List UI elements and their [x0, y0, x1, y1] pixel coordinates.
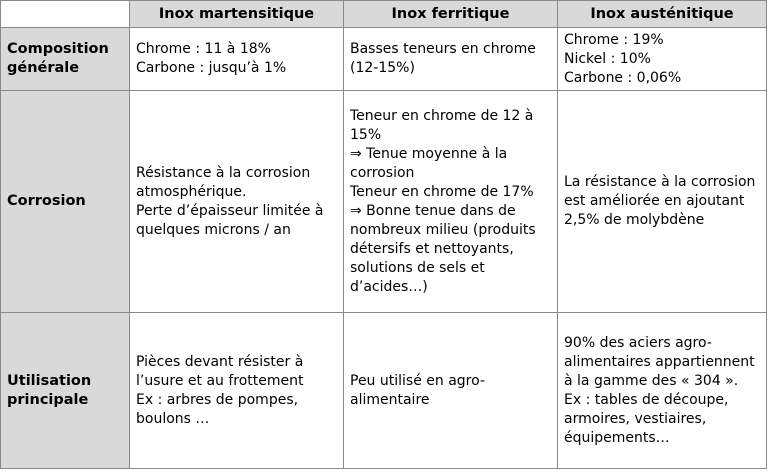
- cell-line: Ex : arbres de pompes,: [136, 391, 299, 408]
- row-header-composition: [1, 28, 130, 91]
- cell-utilisation-austenitique: [558, 313, 767, 469]
- corner-cell: [1, 1, 130, 28]
- cell-line: corrosion: [350, 164, 415, 181]
- row-header-corrosion: [1, 91, 130, 313]
- cell-line: Teneur en chrome de 17%: [350, 183, 534, 200]
- cell-line: d’acides…): [350, 278, 428, 295]
- cell-line: nombreux milieu (produits: [350, 221, 536, 238]
- cell-line: alimentaire: [350, 391, 430, 408]
- table-row-corrosion: [1, 91, 767, 313]
- cell-corrosion-martensitique: [130, 91, 344, 313]
- cell-line: 2,5% de molybdène: [564, 212, 705, 228]
- cell-line: est améliorée en ajoutant: [564, 193, 745, 209]
- cell-line: boulons …: [136, 410, 210, 427]
- column-header-martensitique: Inox martensitique: [130, 1, 344, 28]
- cell-line: Peu utilisé en agro-: [350, 372, 485, 389]
- cell-line: Ex : tables de découpe,: [564, 391, 729, 408]
- row-header-line: Utilisation: [7, 372, 92, 389]
- cell-line: détersifs et nettoyants,: [350, 240, 514, 257]
- table-row-utilisation: [1, 313, 767, 469]
- row-header-line: Composition: [7, 41, 109, 57]
- cell-utilisation-ferritique: [344, 313, 558, 469]
- cell-line: La résistance à la corrosion: [564, 174, 756, 190]
- cell-line: alimentaires appartiennent: [564, 353, 755, 370]
- cell-line: équipements…: [564, 429, 670, 446]
- cell-line: Chrome : 11 à 18%: [136, 41, 271, 57]
- cell-line: Carbone : 0,06%: [564, 69, 682, 86]
- cell-line-arrow: ⇒ Bonne tenue dans de: [350, 202, 516, 219]
- row-header-line: générale: [7, 60, 80, 76]
- row-header-line: principale: [7, 391, 89, 408]
- cell-composition-ferritique: [344, 28, 558, 91]
- cell-line: 15%: [350, 126, 382, 143]
- column-header-austenitique: Inox austénitique: [558, 1, 767, 28]
- header-row: [1, 1, 767, 28]
- cell-composition-austenitique: [558, 28, 767, 91]
- column-header-ferritique: Inox ferritique: [344, 1, 558, 28]
- cell-line: 90% des aciers agro-: [564, 334, 712, 351]
- row-header-line: Corrosion: [7, 193, 86, 209]
- cell-line: armoires, vestiaires,: [564, 410, 707, 427]
- cell-line: solutions de sels et: [350, 259, 485, 276]
- cell-utilisation-martensitique: [130, 313, 344, 469]
- cell-line: Résistance à la corrosion: [136, 164, 311, 181]
- cell-line: atmosphérique.: [136, 183, 247, 200]
- row-header-utilisation: [1, 313, 130, 469]
- cell-line: Perte d’épaisseur limitée à: [136, 202, 324, 219]
- table-row-composition: [1, 28, 767, 91]
- cell-line: Nickel : 10%: [564, 50, 651, 67]
- cell-line-arrow: ⇒ Tenue moyenne à la: [350, 145, 508, 162]
- cell-line: Basses teneurs en chrome: [350, 41, 536, 57]
- cell-line: Pièces devant résister à: [136, 353, 304, 370]
- cell-corrosion-ferritique: [344, 91, 558, 313]
- cell-line: Chrome : 19%: [564, 31, 664, 48]
- cell-line: (12-15%): [350, 60, 415, 76]
- cell-composition-martensitique: [130, 28, 344, 91]
- cell-line: Carbone : jusqu’à 1%: [136, 60, 287, 76]
- cell-corrosion-austenitique: [558, 91, 767, 313]
- cell-line: l’usure et au frottement: [136, 372, 304, 389]
- cell-line: à la gamme des « 304 ».: [564, 372, 739, 389]
- cell-line: Teneur en chrome de 12 à: [350, 107, 534, 124]
- cell-line: quelques microns / an: [136, 221, 291, 238]
